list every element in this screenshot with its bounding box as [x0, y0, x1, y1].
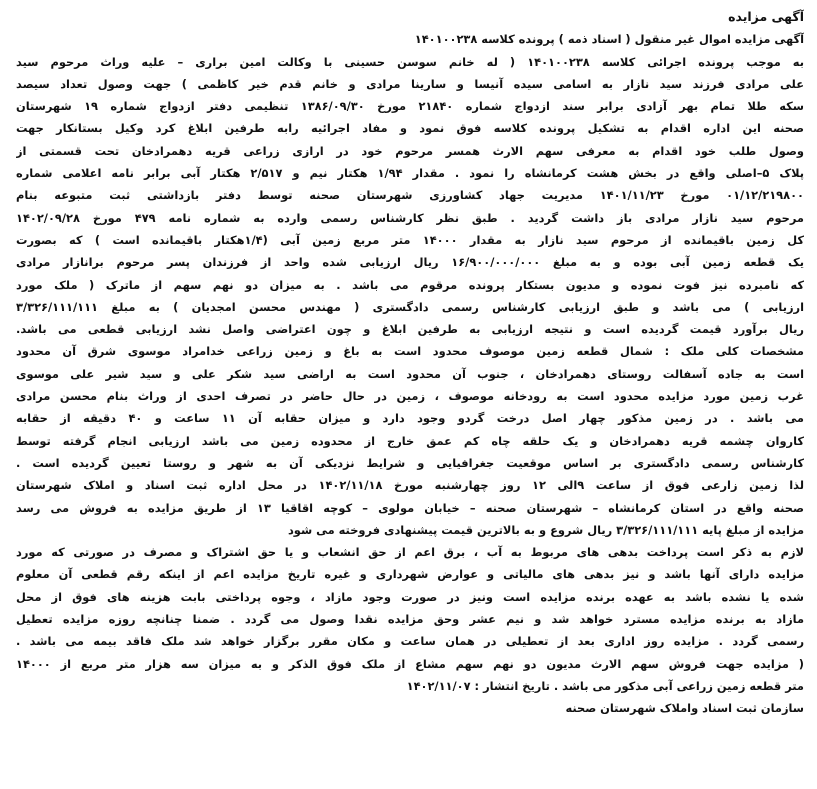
- notice-line: مرحوم سید نازار مرادی باز داشت گردید . طبق نظر کارشناس رسمی وارده به شماره نامه ۴۷۹ مورخ ۱۴۰۲/۰۹/۲۸: [16, 210, 804, 225]
- notice-line: لازم به ذکر است پرداخت بدهی های مربوط به آب ، برق اعم از حق انشعاب و یا حق اشتراک و مصرف در صورتی که مورد: [16, 545, 804, 560]
- notice-line: ارزیابی ) می باشد و طبق ارزیابی کارشناس رسمی دادگستری ( مهندس محسن امجدیان ) به مبلغ ۳/۳۲۶/۱۱۱/۱۱۱: [16, 299, 804, 314]
- notice-line: علی مرادی فرزند سید نازار به اسامی سیده آنیسا و سارینا مرادی و خانم قدم خیر کاظمی ) جهت وصول تعداد سیصد: [16, 76, 804, 91]
- notice-line: سکه طلا تمام بهر آزادی برابر سند ازدواج شماره ۲۱۸۴۰ مورخ ۱۳۸۶/۰۹/۳۰ تنظیمی دفتر ازدواج شماره ۱۹ شهرستان: [16, 99, 804, 114]
- notice-line: مازاد به برنده مزایده مسترد خواهد شد و نیم عشر وحق مزایده نقدا وصول می گردد . ضمنا چنانچه روزه مزایده تعطیل: [16, 612, 804, 627]
- notice-line: ( مزایده جهت فروش سهم الارث مدیون دو نهم سهم مشاع از ملک فوق الذکر و به میزان سه هزار متر مربع از ۱۴۰۰۰: [16, 656, 804, 671]
- notice-line: پلاک ۵–اصلی واقع در بخش هشت کرمانشاه را نمود . مقدار ۱/۹۴ هکتار نیم و ۲/۵۱۷ هکتار آبی برابر نامه اعلامی شماره: [16, 166, 804, 181]
- notice-subtitle: آگهی مزایده اموال غیر منقول ( اسناد ذمه ) پرونده کلاسه ۱۴۰۱۰۰۲۳۸: [414, 32, 804, 47]
- notice-line: یک قطعه زمین آبی بوده و به مبلغ ۱۶/۹۰۰/۰۰۰/۰۰۰ ریال ارزیابی شده واحد از فرزندان پسر مرحوم برانازار مرادی: [16, 255, 804, 270]
- notice-line: است به جاده آسفالت روستای دهمرادخان ، جنوب آن محدود است به اراضی سید شکر علی و سید شیر علی موسوی: [16, 366, 804, 381]
- notice-line: مزایده دارای آنها باشد و نیز بدهی های مالیاتی و عوارض شهرداری و غیره تاریخ مزایده اعم از اینکه رقم قطعی آن معلوم: [16, 567, 804, 582]
- notice-line: صحنه این اداره اقدام به تشکیل پرونده کلاسه فوق نمود و مفاد اجرائیه رابه طرفین ابلاغ کرد وکیل بستانکار جهت: [16, 121, 804, 136]
- notice-line: کل زمین باقیمانده از مرحوم سید نازار به مقدار ۱۴۰۰۰ متر مربع زمین آبی (۱/۴هکتار باقیمانده است ) که بصورت: [16, 232, 804, 247]
- notice-line: متر قطعه زمین زراعی آبی مذکور می باشد . تاریخ انتشار : ۱۴۰۲/۱۱/۰۷: [406, 678, 804, 693]
- notice-line: غرب زمین مورد مزایده محدود است به رودخانه موصوف ، زمین در حال حاضر در تصرف احدی از وراث بنام محسن مرادی: [16, 389, 804, 404]
- notice-line: کاروان چشمه قریه دهمرادخان و یک حلقه چاه کم عمق خارج از محدوده زمین می باشد ارزیابی انجام گرفته توسط: [16, 433, 804, 448]
- notice-line: صحنه واقع در استان کرمانشاه – شهرستان صحنه – خیابان مولوی – کوچه اقاقیا ۱۳ از طریق مزایده به فروش می رسد: [16, 500, 804, 515]
- notice-line: کارشناس رسمی دادگستری بر اساس موقعیت جغرافیایی و شرایط نزدیکی آن به شهر و روستا تعیین گردیده است .: [16, 455, 804, 470]
- notice-line: رسمی گردد . مزایده روز اداری بعد از تعطیلی در همان ساعت و مکان مقرر برگزار خواهد شد ملک فاقد بیمه می باشد .: [16, 634, 804, 649]
- notice-signature: سازمان ثبت اسناد واملاک شهرستان صحنه: [565, 701, 804, 716]
- notice-heading: آگهی مزایده: [728, 9, 804, 24]
- notice-line: به موجب پرونده اجرائی کلاسه ۱۴۰۱۰۰۲۳۸ ( له خانم سوسن حسینی با وکالت امین براری – علیه وراث مرحوم سید: [16, 54, 804, 69]
- notice-line: ۰۱/۱۲/۲۱۹۸۰۰ مورخ ۱۴۰۱/۱۱/۲۳ مدیریت جهاد کشاورزی شهرستان صحنه توسط دفتر بازداشتی ثبت متبوعه بنام: [16, 188, 804, 203]
- notice-line: لذا زمین زارعی فوق از ساعت ۹الی ۱۲ روز چهارشنبه مورخ ۱۴۰۲/۱۱/۱۸ در محل اداره ثبت اسناد و املاک شهرستان: [16, 478, 804, 493]
- notice-line: وصول طلب خود اقدام به معرفی سهم الارث همسر مرحوم خود در ارازی زراعی قریه دهمرادخان تحت قسمتی از: [16, 143, 804, 158]
- notice-line: می باشد . در زمین مذکور چهار اصل درخت گردو وجود دارد و میزان حقابه آن ۱۱ ساعت و ۴۰ دقیقه از حقابه: [16, 411, 804, 426]
- notice-line: ریال برآورد قیمت گردیده است و نتیجه ارزیابی به طرفین ابلاغ و چون اعتراضی واصل نشد ارزیابی قطعی می باشد.: [16, 322, 804, 337]
- notice-line: مشخصات کلی ملک : شمال قطعه زمین موصوف محدود است به باغ و زمین زراعی خدامراد موسوی شرق آن محدود: [16, 344, 804, 359]
- notice-line: که نامبرده نیز فوت نموده و مدیون بستکار پرونده مرقوم می باشد . به میزان دو نهم سهم از ماترک ( ملک مورد: [16, 277, 804, 292]
- auction-notice: [16, 6, 804, 784]
- notice-line: شده یا نشده باشد به عهده برنده مزایده است ونیز در صورت وجود مازاد ، وجوه پرداختی بابت هزینه های فوق از محل: [16, 589, 804, 604]
- notice-line: مزایده از مبلغ پایه ۳/۳۲۶/۱۱۱/۱۱۱ ریال شروع و به بالاترین قیمت پیشنهادی فروخته می شود: [287, 522, 804, 537]
